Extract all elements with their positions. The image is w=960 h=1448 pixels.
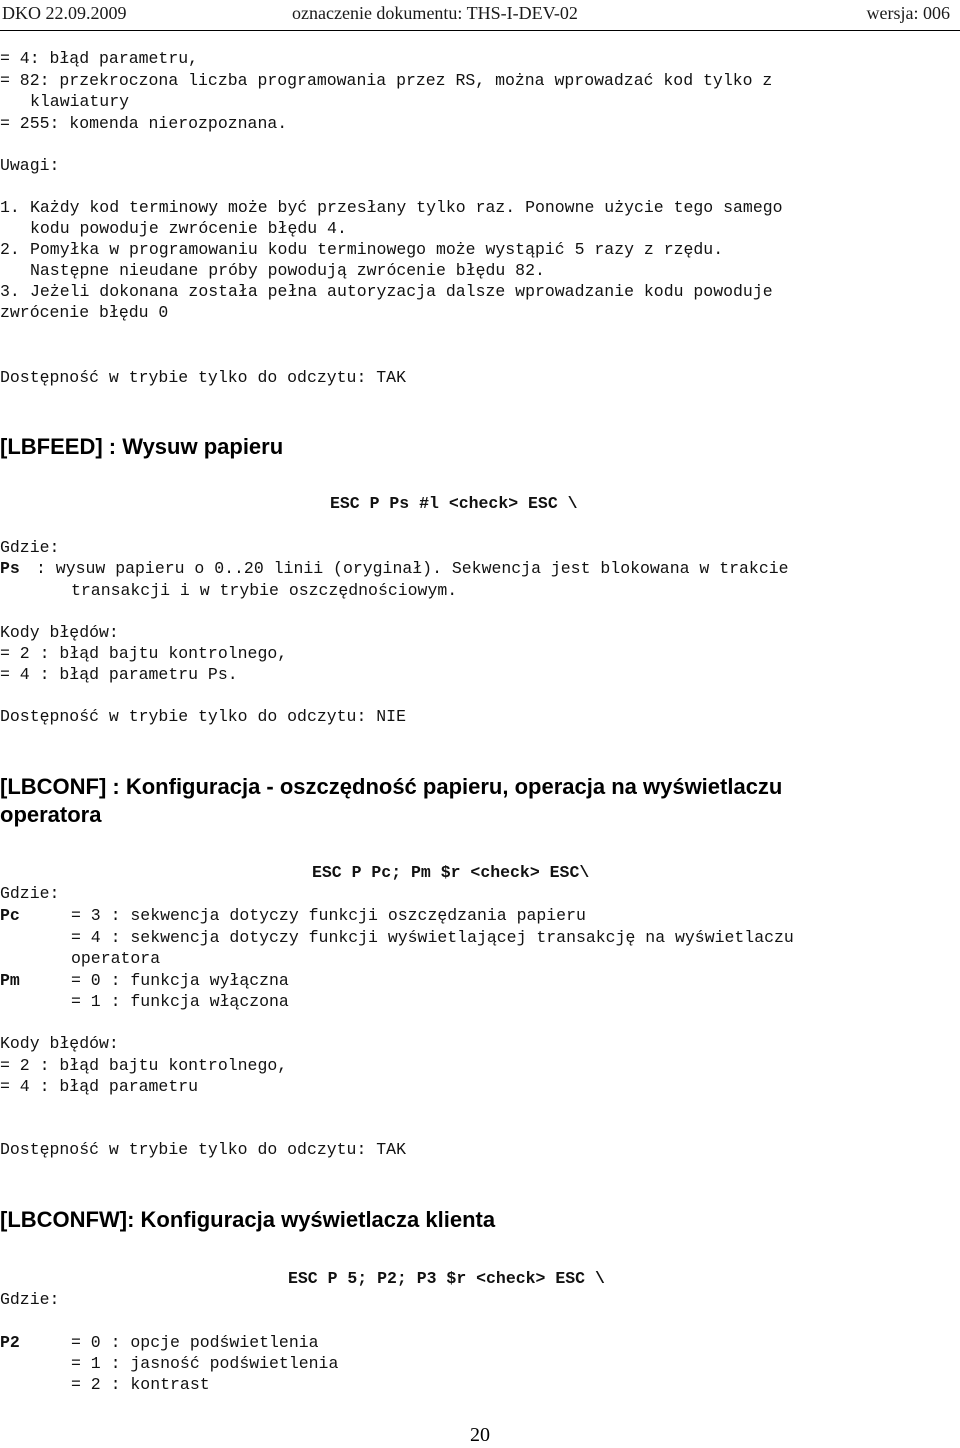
header-version: wersja: 006 (866, 3, 950, 23)
notes-label: Uwagi: (0, 156, 60, 175)
note-number: 2. (0, 240, 20, 259)
param-value: operatora (71, 949, 161, 968)
where-label: Gdzie: (0, 1290, 60, 1309)
param-value: = 0 : funkcja wyłączna (71, 971, 289, 990)
access-readonly: Dostępność w trybie tylko do odczytu: TAK (0, 368, 406, 387)
error-line: = 2 : błąd bajtu kontrolnego, (0, 1056, 288, 1075)
command-syntax: ESC P Pc; Pm $r <check> ESC\ (312, 863, 590, 882)
note-text: zwrócenie błędu 0 (0, 303, 169, 322)
where-label: Gdzie: (0, 884, 60, 903)
param-value: = 1 : funkcja włączona (71, 992, 289, 1011)
page-number: 20 (470, 1424, 490, 1446)
errors-label: Kody błędów: (0, 1034, 119, 1053)
command-syntax: ESC P Ps #l <check> ESC \ (330, 494, 578, 513)
param-description: : wysuw papieru o 0..20 linii (oryginał). Sekwencja jest blokowana w trakcie (36, 559, 789, 578)
note-text: kodu powoduje zwrócenie błędu 4. (30, 219, 347, 238)
note-text: Pomyłka w programowaniu kodu terminowego może wystąpić 5 razy z rzędu. (30, 240, 724, 259)
note-number: 3. (0, 282, 20, 301)
param-value: = 2 : kontrast (71, 1375, 210, 1394)
param-value: = 0 : opcje podświetlenia (71, 1333, 319, 1352)
header-date: DKO 22.09.2009 (2, 3, 127, 23)
param-name: Ps (0, 559, 20, 578)
section-title-lbfeed: [LBFEED] : Wysuw papieru (0, 434, 284, 459)
error-line-continuation: klawiatury (30, 92, 130, 111)
command-syntax: ESC P 5; P2; P3 $r <check> ESC \ (288, 1269, 605, 1288)
access-readonly: Dostępność w trybie tylko do odczytu: TAK (0, 1140, 406, 1159)
error-line: = 82: przekroczona liczba programowania przez RS, można wprowadzać kod tylko z (0, 71, 773, 90)
error-line: = 2 : błąd bajtu kontrolnego, (0, 644, 288, 663)
param-name: Pm (0, 971, 20, 990)
note-text: Jeżeli dokonana została pełna autoryzacja dalsze wprowadzanie kodu powoduje (30, 282, 773, 301)
section-title-lbconf: [LBCONF] : Konfiguracja - oszczędność papieru, operacja na wyświetlaczu (0, 774, 783, 799)
where-label: Gdzie: (0, 538, 60, 557)
param-value: = 4 : sekwencja dotyczy funkcji wyświetlającej transakcję na wyświetlaczu (71, 928, 794, 947)
param-description: transakcji i w trybie oszczędnościowym. (71, 581, 458, 600)
note-number: 1. (0, 198, 20, 217)
note-text: Następne nieudane próby powodują zwrócenie błędu 82. (30, 261, 545, 280)
param-value: = 1 : jasność podświetlenia (71, 1354, 339, 1373)
note-text: Każdy kod terminowy może być przesłany tylko raz. Ponowne użycie tego samego (30, 198, 783, 217)
param-value: = 3 : sekwencja dotyczy funkcji oszczędzania papieru (71, 906, 586, 925)
access-readonly: Dostępność w trybie tylko do odczytu: NIE (0, 707, 406, 726)
error-line: = 4: błąd parametru, (0, 49, 199, 68)
section-title-lbconf-cont: operatora (0, 802, 102, 827)
error-line: = 4 : błąd parametru (0, 1077, 199, 1096)
error-line: = 4 : błąd parametru Ps. (0, 665, 238, 684)
param-name: P2 (0, 1333, 20, 1352)
errors-label: Kody błędów: (0, 623, 119, 642)
error-line: = 255: komenda nierozpoznana. (0, 114, 288, 133)
header-document-id: oznaczenie dokumentu: THS-I-DEV-02 (292, 3, 578, 23)
section-title-lbconfw: [LBCONFW]: Konfiguracja wyświetlacza klienta (0, 1207, 496, 1232)
param-name: Pc (0, 906, 20, 925)
header-rule (0, 30, 960, 31)
page-header (0, 3, 960, 27)
